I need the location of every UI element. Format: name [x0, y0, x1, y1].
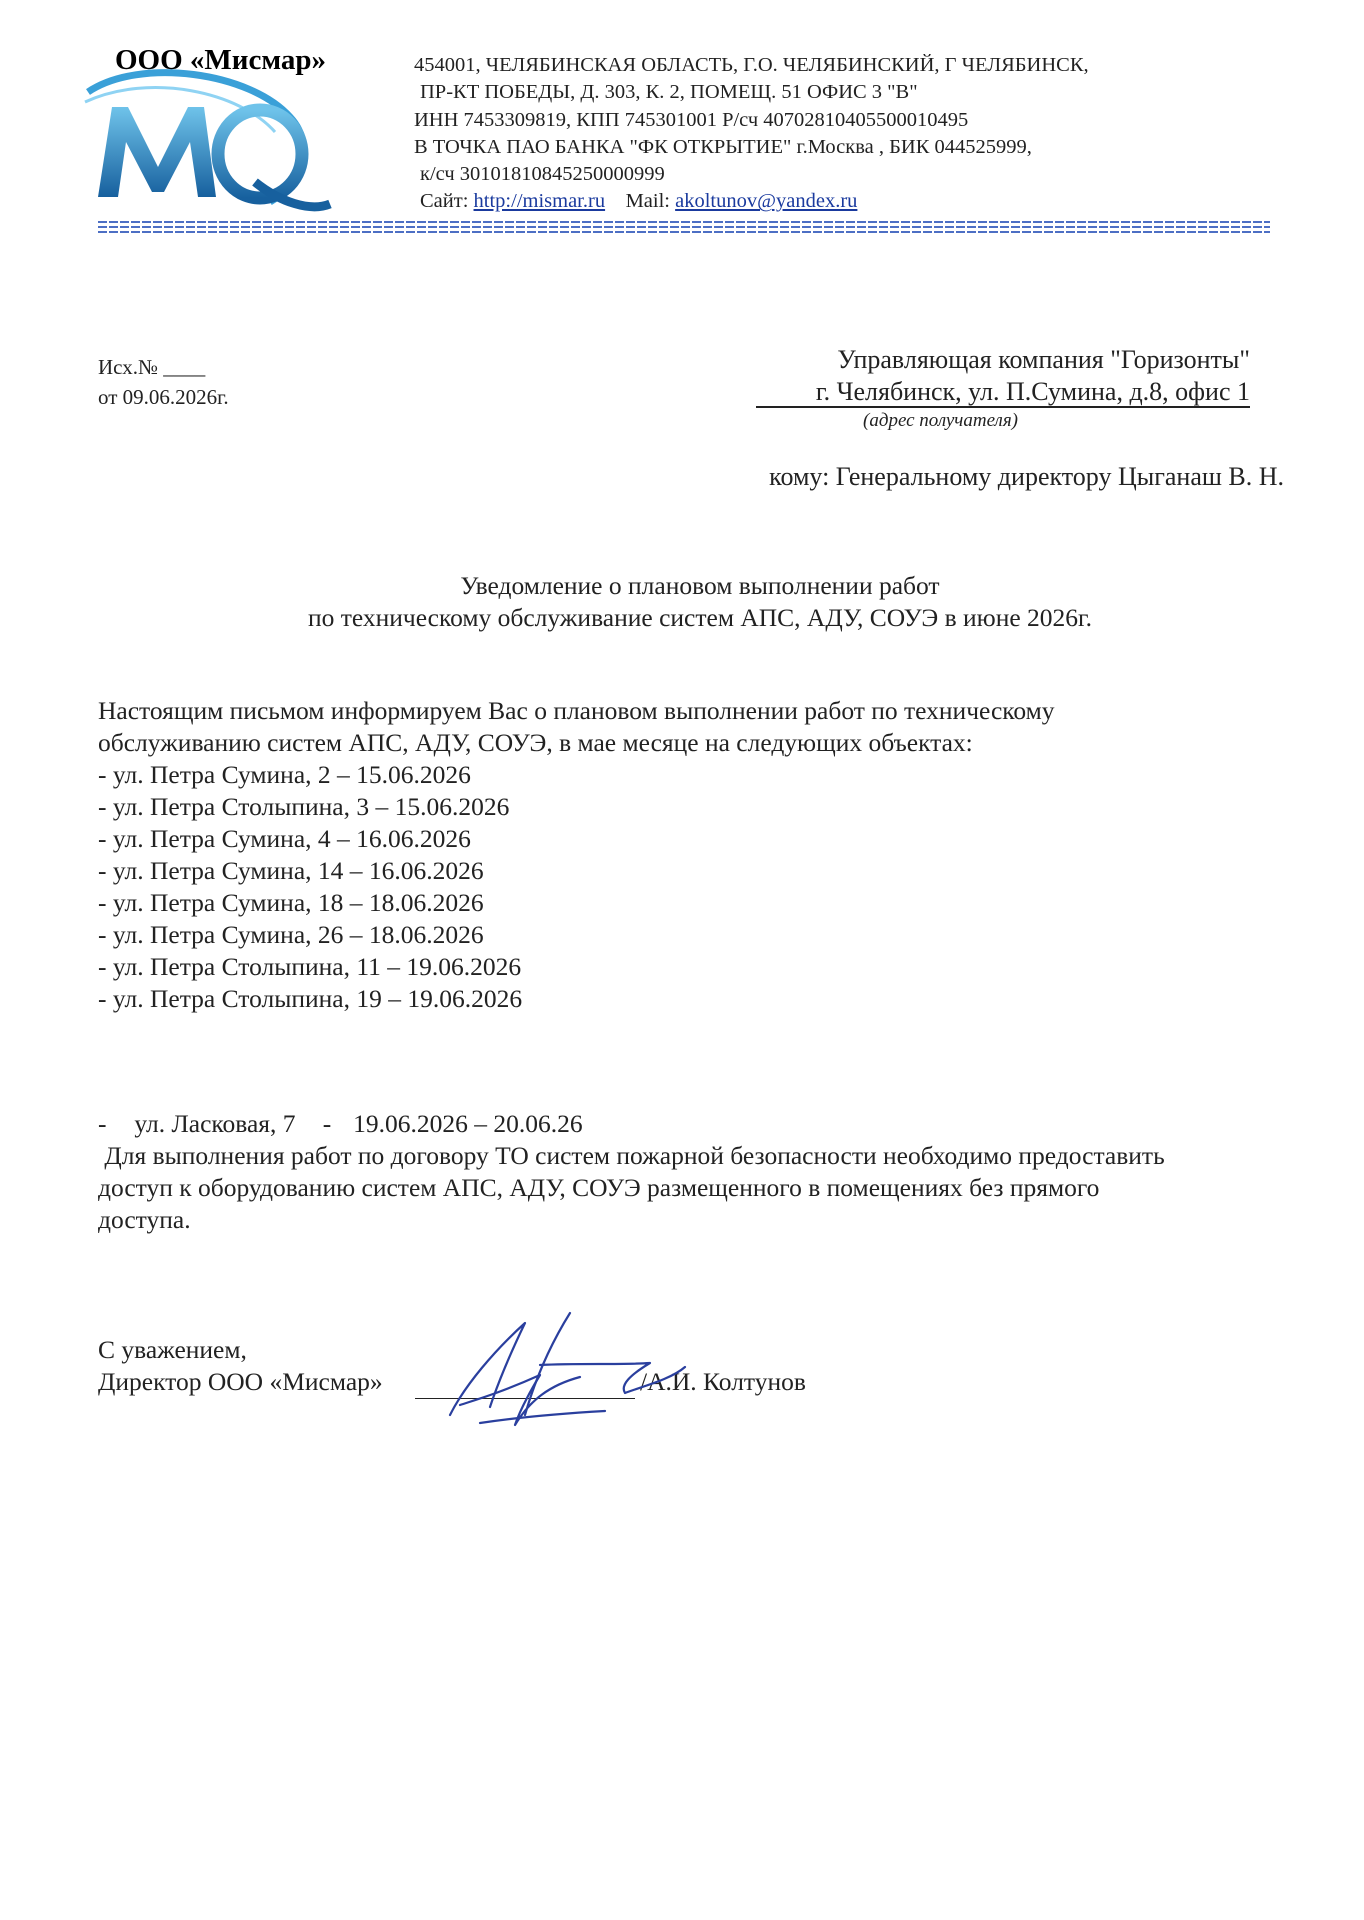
- extra-dates: 19.06.2026 – 20.06.26: [353, 1109, 583, 1138]
- list-item: - ул. Петра Сумина, 18 – 18.06.2026: [98, 888, 484, 917]
- address-hint: (адрес получателя): [863, 410, 1018, 431]
- additional-block: [98, 1108, 1288, 1236]
- company-name: ООО «Мисмар»: [115, 44, 327, 76]
- intro-line: Настоящим письмом информируем Вас о плановом выполнении работ по техническому: [98, 696, 1055, 725]
- outgoing-number: Исх.№ ____: [98, 355, 206, 379]
- list-item: - ул. Петра Сумина, 2 – 15.06.2026: [98, 760, 471, 789]
- list-item: - ул. Петра Столыпина, 3 – 15.06.2026: [98, 792, 510, 821]
- list-item: - ул. Петра Столыпина, 19 – 19.06.2026: [98, 984, 523, 1013]
- extra-object-item: [98, 1108, 1288, 1140]
- handwritten-signature-icon: [420, 1305, 710, 1435]
- list-item: - ул. Петра Сумина, 26 – 18.06.2026: [98, 920, 484, 949]
- outgoing-reference: [98, 352, 229, 412]
- access-line: доступ к оборудованию систем АПС, АДУ, СОУЭ размещенного в помещениях без прямого: [98, 1173, 1100, 1202]
- mail-label: Mail:: [625, 190, 670, 213]
- site-label: Сайт:: [420, 190, 469, 213]
- title-line: Уведомление о плановом выполнении работ: [460, 571, 940, 600]
- extra-separator: -: [322, 1109, 332, 1138]
- list-item: - ул. Петра Столыпина, 11 – 19.06.2026: [98, 952, 522, 981]
- letterhead-divider: [98, 221, 1270, 234]
- bank-line: В ТОЧКА ПАО БАНКА "ФК ОТКРЫТИЕ" г.Москва , БИК 044525999,: [414, 135, 1032, 158]
- recipient-company: Управляющая компания "Горизонты": [837, 345, 1250, 374]
- addressee: кому: Генеральному директору Цыганаш В. Н.: [769, 462, 1284, 491]
- regards-text: С уважением,: [98, 1335, 247, 1364]
- extra-address: ул. Ласковая, 7: [134, 1109, 296, 1138]
- title-line: по техническому обслуживание систем АПС, АДУ, СОУЭ в июне 2026г.: [307, 603, 1093, 632]
- mail-link[interactable]: akoltunov@yandex.ru: [675, 190, 858, 213]
- contacts-line: [420, 188, 1089, 215]
- recipient-address: г. Челябинск, ул. П.Сумина, д.8, офис 1: [756, 378, 1250, 408]
- signer-position: Директор ООО «Мисмар»: [98, 1367, 383, 1396]
- site-link[interactable]: http://mismar.ru: [473, 190, 606, 213]
- access-line: Для выполнения работ по договору ТО систем пожарной безопасности необходимо предоставить: [98, 1141, 1165, 1170]
- closing-block: [98, 1334, 383, 1398]
- objects-list: [98, 759, 1288, 1015]
- tax-line: ИНН 7453309819, КПП 745301001 Р/сч 40702810405500010495: [414, 108, 969, 131]
- letter-body: [98, 695, 1288, 1015]
- mq-logo-icon: [80, 62, 335, 227]
- outgoing-date: от 09.06.2026г.: [98, 385, 229, 409]
- extra-dash: -: [98, 1109, 107, 1138]
- company-requisites: [414, 52, 1089, 216]
- signer-name: /А.И. Колтунов: [640, 1367, 806, 1396]
- corr-account-line: к/сч 30101810845250000999: [420, 163, 665, 186]
- recipient-block: [550, 344, 1250, 434]
- list-item: - ул. Петра Сумина, 14 – 16.06.2026: [98, 856, 484, 885]
- intro-line: обслуживанию систем АПС, АДУ, СОУЭ, в мае месяце на следующих объектах:: [98, 728, 973, 757]
- address-line: 454001, ЧЕЛЯБИНСКАЯ ОБЛАСТЬ, Г.О. ЧЕЛЯБИНСКИЙ, Г ЧЕЛЯБИНСК,: [414, 54, 1089, 76]
- letter-title: [200, 570, 1200, 634]
- address-line: ПР-КТ ПОБЕДЫ, Д. 303, К. 2, ПОМЕЩ. 51 ОФИС 3 "В": [420, 81, 918, 104]
- access-line: доступа.: [98, 1205, 191, 1234]
- list-item: - ул. Петра Сумина, 4 – 16.06.2026: [98, 824, 471, 853]
